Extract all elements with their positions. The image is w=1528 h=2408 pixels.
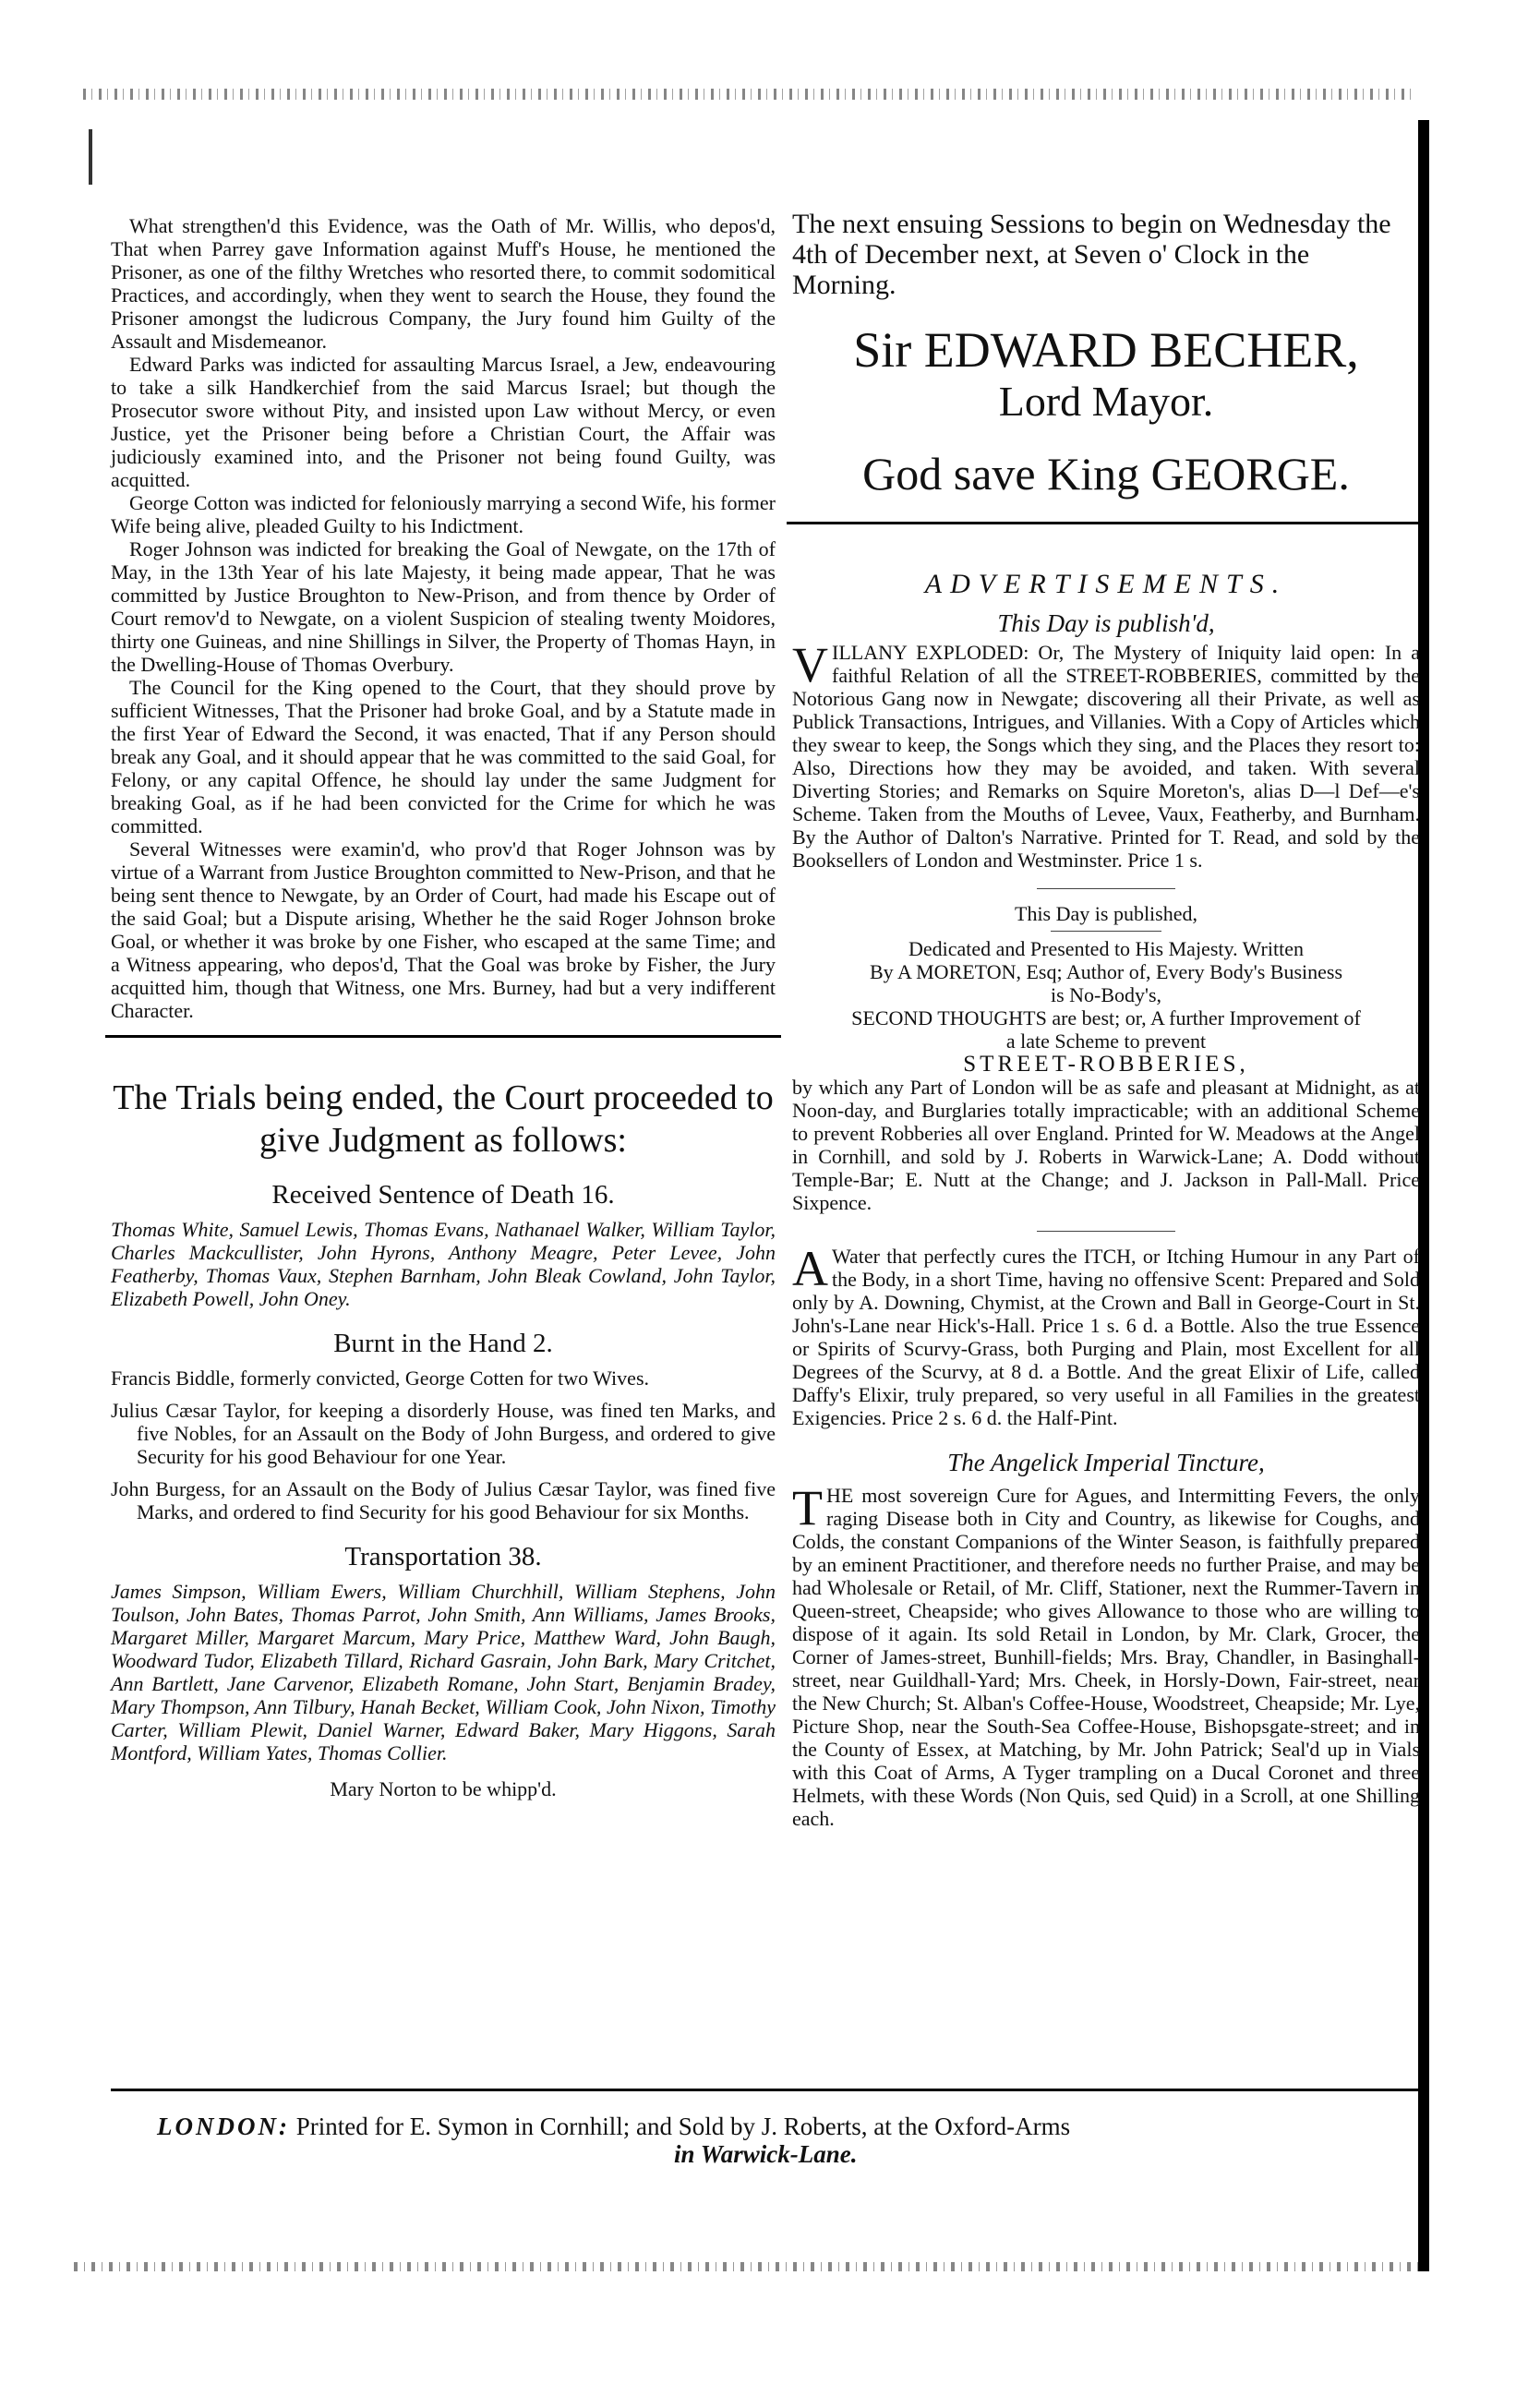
margin-mark <box>89 129 92 185</box>
published-heading-2: This Day is published, <box>1015 902 1197 925</box>
paragraph-roger-johnson: Roger Johnson was indicted for breaking the Goal of Newgate, on the 17th of May, in the 13th Year of his late Majesty, it being made appear, That he was committed by Justice Broughton to New-Prison, and from thence by Order of Court remov'd to Newgate, on a violent Suspicion of stealing twenty Moidores, thirty one Guineas, and nine Shillings in Silver, the Property of Thomas Hayn, in the Dwelling-House of Thomas Overbury. <box>111 537 776 676</box>
trials-heading: The Trials being ended, the Court proceeded to give Judgment as follows: <box>113 1078 774 1160</box>
ad-villany-text: ILLANY EXPLODED: Or, The Mystery of Iniquity laid open: In a faithful Relation of all the STREET-ROBBERIES, committed by the Notorious Gang now in Newgate; discovering all their Private, as well as Publick Transactions, Intrigues, and Villanies. With a Copy of Articles which they swear to keep, the Songs which they sing, and the Places they resort to: Also, Directions how they may be avoided, and taken. With several Diverting Stories; and Remarks on Squire Moreton's, alias D—l Def—e's Scheme. Taken from the Mouths of Levee, Vaux, Featherby, and Burnham. By the Author of Dalton's Narrative. Printed for T. Read, and sold by the Booksellers of London and Westminster. Price 1 s. <box>792 641 1420 872</box>
lord-mayor-name: Sir EDWARD BECHER, <box>853 322 1359 378</box>
section-rule <box>105 1035 781 1038</box>
imprint <box>157 2113 1431 2168</box>
section-rule <box>787 522 1426 524</box>
ad-tincture-text: HE most sovereign Cure for Agues, and Intermitting Fevers, the only raging Disease both in City and Country, as likewise for Coughs, and Colds, the constant Companions of the Winter Season, is faithfully prepared by an eminent Practitioner, and therefore needs no further Praise, and may be had Wholesale or Retail, of Mr. Cliff, Stationer, next the Rummer-Tavern in Queen-street, Cheapside; who gives Allowance to those who are willing to dispose of it again. Its sold Retail in London, by Mr. Clark, Grocer, the Corner of James-street, Bunhill-fields; Mrs. Bray, Chandler, in Basinghall-street, near Guildhall-Yard; Mrs. Cheek, in Horsly-Down, Fair-street, near the New Church; St. Alban's Coffee-House, Woodstreet, Cheapside; Mr. Lye, Picture Shop, near the South-Sea Coffee-House, Bishopsgate-street; and in the County of Essex, at Matching, by Mr. John Patrick; Seal'd up in Vials with this Coat of Arms, A Tyger trampling on a Ducal Coronet and three Helmets, with these Words (Non Quis, sed Quid) in a Scroll, at one Shilling each. <box>792 1484 1420 1830</box>
death-heading: Received Sentence of Death 16. <box>271 1180 615 1210</box>
whipped-line: Mary Norton to be whipp'd. <box>330 1777 557 1800</box>
imprint-text: Printed for E. Symon in Cornhill; and Sold by J. Roberts, at the Oxford-Arms <box>295 2113 1071 2140</box>
ad-separator <box>1051 931 1161 932</box>
transportation-heading: Transportation 38. <box>344 1542 542 1571</box>
paragraph-willis-evidence: What strengthen'd this Evidence, was the Oath of Mr. Willis, who depos'd, That when Parrey gave Information against Muff's House, he mentioned the Prisoner, as one of the filthy Wretches who resorted there, to commit sodomitical Practices, and accordingly, when they went to search the House, they found the Prisoner amongst the ludicrous Company, the Jury found him Guilty of the Assault and Misdemeanor. <box>111 214 776 353</box>
published-heading: This Day is publish'd, <box>997 609 1215 637</box>
ad-moreton-line: By A MORETON, Esq; Author of, Every Body's Business <box>869 960 1343 983</box>
god-save-king: God save King GEORGE. <box>862 448 1350 500</box>
lord-mayor-title: Lord Mayor. <box>998 378 1214 425</box>
drop-cap: A <box>792 1241 828 1296</box>
imprint-london: LONDON: <box>157 2113 290 2140</box>
transportation-names: James Simpson, William Ewers, William Churchhill, William Stephens, John Toulson, John Bates, Thomas Parrot, John Smith, Ann Williams, James Brooks, Margaret Miller, Margaret Marcum, Mary Price, Matthew Ward, John Baugh, Woodward Tudor, Elizabeth Tillard, Richard Gasrain, John Bark, Mary Critchet, Ann Bartlett, Jane Carvenor, Elizabeth Romane, John Start, Benjamin Bradey, Mary Thompson, Ann Tilbury, Hanah Becket, William Cook, John Nixon, Timothy Carter, William Plewit, Daniel Warner, Edward Baker, Mary Higgons, Sarah Montford, William Yates, Thomas Collier. <box>111 1580 776 1764</box>
ad-street-robberies: STREET-ROBBERIES, <box>963 1052 1249 1077</box>
ad-itch-water <box>792 1241 1420 1429</box>
drop-cap: V <box>792 637 828 692</box>
paragraph-edward-parks: Edward Parks was indicted for assaulting Marcus Israel, a Jew, endeavouring to take a silk Handkerchief from the said Marcus Israel; but though the Prosecutor swore without Pity, and insisted upon Law without Mercy, or even Justice, yet the Prisoner being before a Christian Court, the Affair was judiciously examined into, and the Prisoner not being found Guilty, was acquitted. <box>111 353 776 491</box>
advertisements-heading: ADVERTISEMENTS. <box>924 569 1288 599</box>
ad-tincture <box>792 1480 1420 1830</box>
paragraph-several-witnesses: Several Witnesses were examin'd, who prov'd that Roger Johnson was by virtue of a Warrant from Justice Broughton committed to New-Prison, and that he being sent thence to Newgate, by an Order of Court, had made his Escape out of the said Goal; but a Dispute arising, Whether he the said Roger Johnson broke Goal, or whether it was broke by one Fisher, who escaped at the same Time; and a Witness appearing, who depos'd, That the Goal was broke by Fisher, the Jury acquitted him, though that Witness, one Mrs. Burney, had but a very indifferent Character. <box>111 837 776 1022</box>
ad-itch-text: Water that perfectly cures the ITCH, or Itching Humour in any Part of the Body, in a short Time, having no offensive Scent: Prepared and Sold only by A. Downing, Chymist, at the Crown and Ball in George-Court in St. John's-Lane near Hick's-Hall. Price 1 s. 6 d. a Bottle. Also the true Essence or Spirits of Scurvy-Grass, both Purging and Plain, most Excellent for all Degrees of the Scurvy, at 8 d. a Bottle. And the great Elixir of Life, called Daffy's Elixir, truly prepared, so very useful in all Families in the greatest Exigencies. Price 2 s. 6 d. the Half-Pint. <box>792 1245 1420 1429</box>
left-column <box>111 214 776 1800</box>
imprint-rule <box>111 2089 1422 2091</box>
ad-moreton-line: SECOND THOUGHTS are best; or, A further Improvement of <box>851 1006 1361 1029</box>
burnt-entry-taylor: Julius Cæsar Taylor, for keeping a disorderly House, was fined ten Marks, and five Nobles, for an Assault on the Body of John Burgess, and ordered to give Security for his good Behaviour for one Year. <box>111 1399 776 1468</box>
ad-moreton-line: Dedicated and Presented to His Majesty. Written <box>908 937 1304 960</box>
ad-moreton-line: a late Scheme to prevent <box>1005 1029 1207 1053</box>
burnt-heading: Burnt in the Hand 2. <box>333 1329 553 1358</box>
ad-moreton-line: is No-Body's, <box>1050 983 1162 1006</box>
ad-villany-exploded <box>792 637 1420 872</box>
ad-separator <box>1037 1231 1175 1232</box>
tincture-heading: The Angelick Imperial Tincture, <box>947 1449 1265 1476</box>
imprint-line-2: in Warwick-Lane. <box>674 2140 858 2168</box>
drop-cap: T <box>792 1480 823 1535</box>
sessions-notice: The next ensuing Sessions to begin on Wednesday the 4th of December next, at Seven o' Clock in the Morning. <box>792 209 1391 300</box>
scan-artifact-top <box>83 89 1413 100</box>
death-names: Thomas White, Samuel Lewis, Thomas Evans, Nathanael Walker, William Taylor, Charles Mackcullister, John Hyrons, Anthony Meagre, Peter Levee, John Featherby, Thomas Vaux, Stephen Barnham, John Bleak Cowland, John Taylor, Elizabeth Powell, John Oney. <box>111 1218 776 1310</box>
burnt-entry-burgess: John Burgess, for an Assault on the Body of Julius Cæsar Taylor, was fined five Marks, and ordered to find Security for his good Behaviour for six Months. <box>111 1477 776 1523</box>
paragraph-george-cotton: George Cotton was indicted for feloniously marrying a second Wife, his former Wife being alive, pleaded Guilty to his Indictment. <box>111 491 776 537</box>
paragraph-council-king: The Council for the King opened to the Court, that they should prove by sufficient Witnesses, That the Prisoner had broke Goal, and by a Statute made in the first Year of Edward the Second, it was enacted, That if any Person should break any Goal, and it should appear that he was committed to the said Goal, for Felony, or any capital Offence, he should lay under the same Judgment for breaking Goal, as if he had been convicted for the Crime for which he was committed. <box>111 676 776 837</box>
ad-moreton-body: by which any Part of London will be as safe and pleasant at Midnight, as at Noon-day, and Burglaries totally impracticable; with an additional Scheme to prevent Robberies all over England. Printed for W. Meadows at the Angel in Cornhill, and sold by J. Roberts in Warwick-Lane; A. Dodd without Temple-Bar; E. Nutt at the Change; and J. Jackson in Pall-Mall. Price Sixpence. <box>792 1076 1420 1214</box>
scan-artifact-bottom <box>74 2262 1422 2271</box>
right-column <box>792 209 1420 1830</box>
ad-separator <box>1037 888 1175 889</box>
burnt-entry-biddle: Francis Biddle, formerly convicted, George Cotten for two Wives. <box>111 1367 649 1390</box>
